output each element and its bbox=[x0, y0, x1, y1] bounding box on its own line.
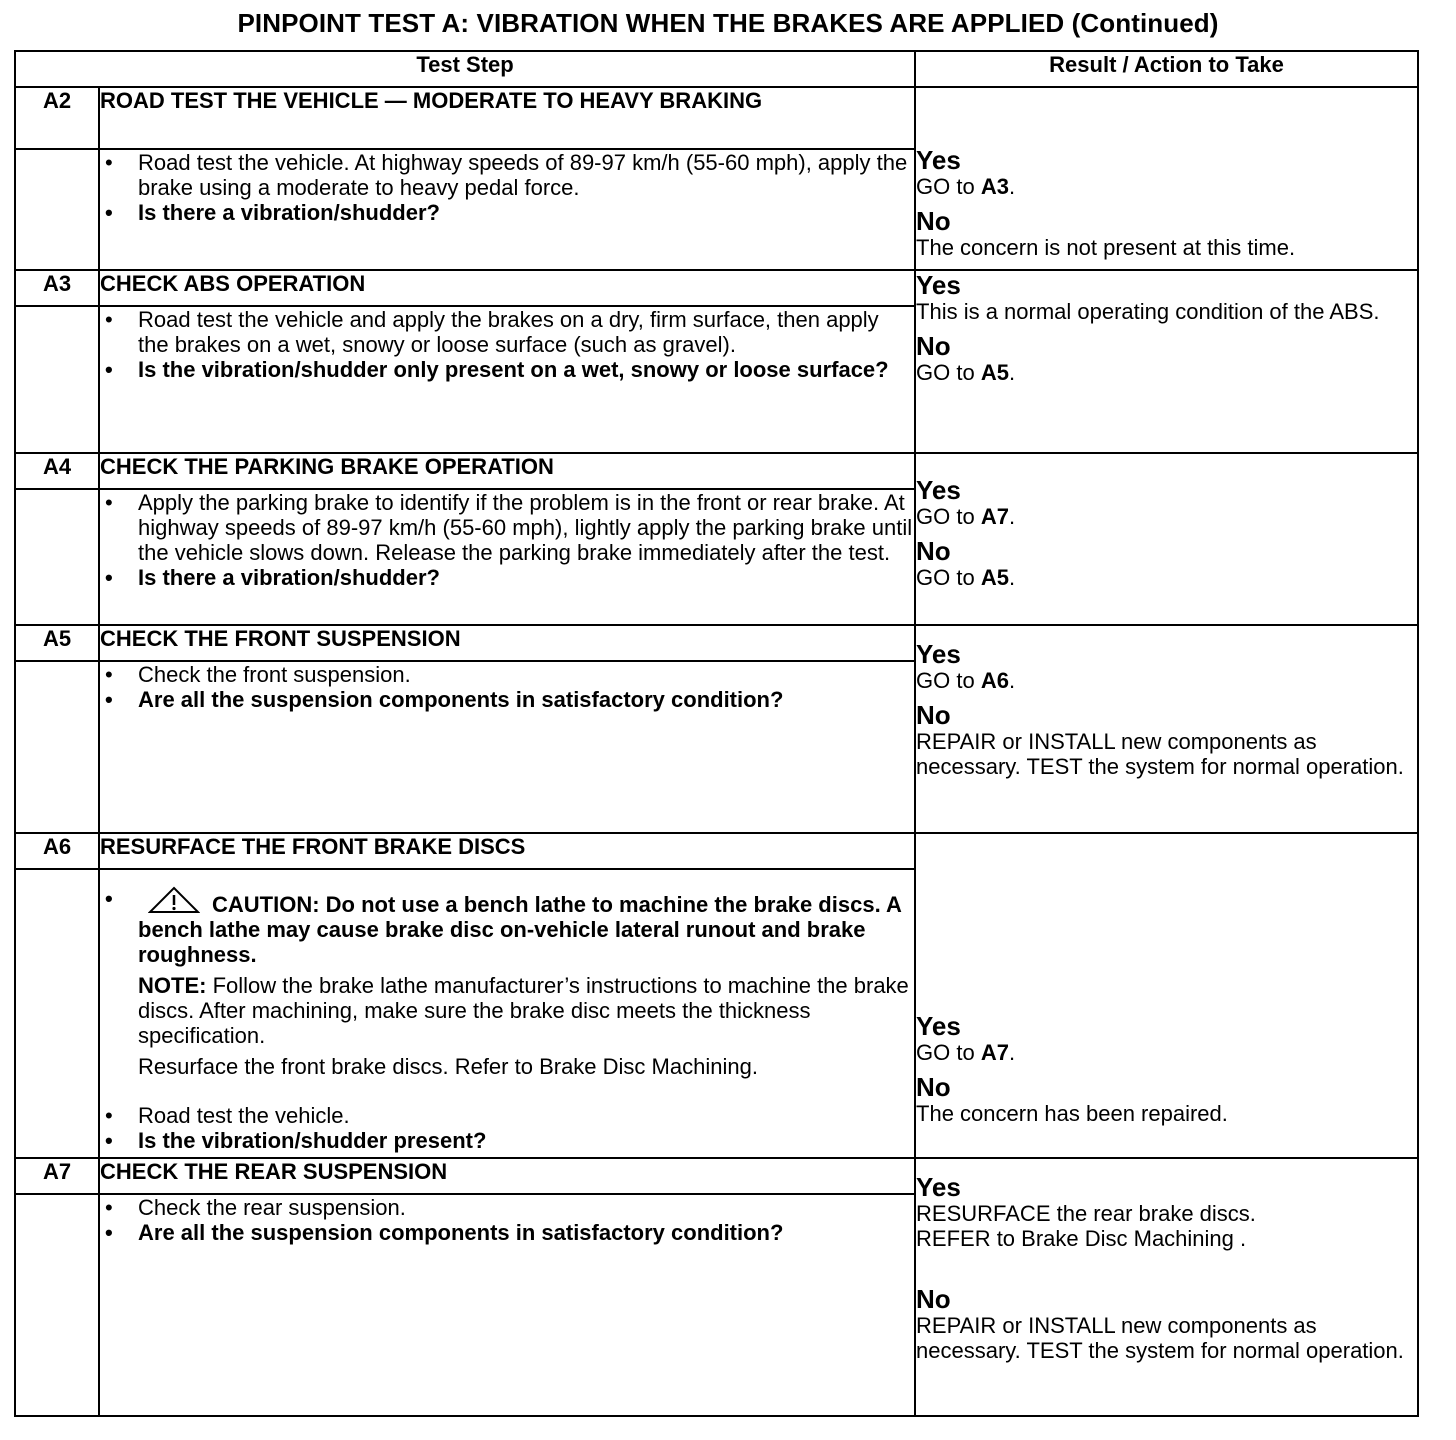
no-action: GO to A5. bbox=[916, 360, 1016, 385]
resurface-instruction: Resurface the front brake discs. Refer to Brake Disc Machining. bbox=[138, 1054, 758, 1079]
no-action: GO to A5. bbox=[916, 565, 1016, 590]
action-item: • Apply the parking brake to identify if the problem is in the front or rear brake. At highway speeds of 89-97 km/h (55-60 mph), lightly apply the parking brake until the vehicle slows down. Release the parking brake immediately after the test. bbox=[100, 490, 914, 565]
note-paragraph: NOTE: Follow the brake lathe manufacturer’s instructions to machine the brake discs. After machining, make sure the brake disc meets the thickness specification. bbox=[138, 973, 909, 1048]
step-title: CHECK ABS OPERATION bbox=[99, 270, 915, 306]
step-id: A3 bbox=[15, 270, 99, 306]
action-item: • Road test the vehicle and apply the brakes on a dry, firm surface, then apply the brakes on a wet, snowy or loose surface (such as gravel). bbox=[100, 307, 914, 357]
caution-item bbox=[100, 886, 914, 967]
warning-triangle-icon bbox=[148, 886, 200, 914]
step-a3-result bbox=[915, 270, 1418, 453]
no-label: No bbox=[916, 1284, 951, 1314]
question-item: • Is the vibration/shudder only present on a wet, snowy or loose surface? bbox=[100, 357, 914, 382]
yes-label: Yes bbox=[916, 475, 961, 505]
step-title: CHECK THE FRONT SUSPENSION bbox=[99, 625, 915, 661]
step-id: A7 bbox=[15, 1158, 99, 1194]
step-title: RESURFACE THE FRONT BRAKE DISCS bbox=[99, 833, 915, 869]
action-item: • Road test the vehicle. bbox=[100, 1103, 914, 1128]
question-item: • Is there a vibration/shudder? bbox=[100, 200, 914, 225]
step-a6-body bbox=[99, 869, 915, 1158]
yes-action: GO to A6. bbox=[916, 668, 1016, 693]
step-id-blank bbox=[15, 661, 99, 833]
question-item: • Are all the suspension components in satisfactory condition? bbox=[100, 687, 914, 712]
pinpoint-test-table bbox=[14, 50, 1419, 1417]
step-id-blank bbox=[15, 1194, 99, 1416]
step-a7-body bbox=[99, 1194, 915, 1416]
yes-action-line1: RESURFACE the rear brake discs. bbox=[916, 1201, 1256, 1226]
no-action: The concern has been repaired. bbox=[916, 1101, 1228, 1126]
step-a3-title-row bbox=[15, 270, 1418, 306]
action-item: • Check the front suspension. bbox=[100, 662, 914, 687]
page-title: PINPOINT TEST A: VIBRATION WHEN THE BRAKES ARE APPLIED (Continued) bbox=[237, 8, 1219, 38]
action-item: • Check the rear suspension. bbox=[100, 1195, 914, 1220]
yes-label: Yes bbox=[916, 1011, 961, 1041]
step-a5-result bbox=[915, 625, 1418, 833]
step-id-blank bbox=[15, 869, 99, 1158]
step-id-blank bbox=[15, 489, 99, 625]
step-id-blank bbox=[15, 149, 99, 270]
step-a7-title-row bbox=[15, 1158, 1418, 1194]
step-a2-body bbox=[99, 149, 915, 270]
no-action: REPAIR or INSTALL new components as necessary. TEST the system for normal operation. bbox=[916, 1313, 1404, 1363]
no-label: No bbox=[916, 536, 951, 566]
step-a7-result bbox=[915, 1158, 1418, 1416]
no-label: No bbox=[916, 700, 951, 730]
step-a4-result bbox=[915, 453, 1418, 625]
yes-action: GO to A7. bbox=[916, 504, 1016, 529]
no-label: No bbox=[916, 206, 951, 236]
yes-action: This is a normal operating condition of the ABS. bbox=[916, 299, 1380, 324]
step-a3-body bbox=[99, 306, 915, 453]
step-title: CHECK THE REAR SUSPENSION bbox=[99, 1158, 915, 1194]
question-item: • Is there a vibration/shudder? bbox=[100, 565, 914, 590]
yes-label: Yes bbox=[916, 145, 961, 175]
step-id: A6 bbox=[15, 833, 99, 869]
no-action: REPAIR or INSTALL new components as necessary. TEST the system for normal operation. bbox=[916, 729, 1404, 779]
step-a5-title-row bbox=[15, 625, 1418, 661]
step-id: A4 bbox=[15, 453, 99, 489]
step-a5-body bbox=[99, 661, 915, 833]
table-header-row bbox=[15, 51, 1418, 87]
step-id-blank bbox=[15, 306, 99, 453]
question-item: • Are all the suspension components in satisfactory condition? bbox=[100, 1220, 914, 1245]
no-label: No bbox=[916, 331, 951, 361]
caution-text: CAUTION: Do not use a bench lathe to machine the brake discs. A bench lathe may cause brake disc on-vehicle lateral runout and brake roughness. bbox=[138, 892, 902, 967]
step-a6-result bbox=[915, 833, 1418, 1158]
step-a2-title-row bbox=[15, 87, 1418, 149]
result-header: Result / Action to Take bbox=[915, 51, 1418, 87]
step-a2-result bbox=[915, 87, 1418, 270]
step-title: CHECK THE PARKING BRAKE OPERATION bbox=[99, 453, 915, 489]
yes-action: GO to A7. bbox=[916, 1040, 1016, 1065]
step-a4-body bbox=[99, 489, 915, 625]
yes-action-line2: REFER to Brake Disc Machining . bbox=[916, 1226, 1247, 1251]
yes-label: Yes bbox=[916, 270, 961, 300]
yes-action: GO to A3. bbox=[916, 174, 1016, 199]
step-title: ROAD TEST THE VEHICLE — MODERATE TO HEAVY BRAKING bbox=[99, 87, 915, 149]
step-id: A2 bbox=[15, 87, 99, 149]
no-label: No bbox=[916, 1072, 951, 1102]
question-item: • Is the vibration/shudder present? bbox=[100, 1128, 914, 1153]
no-action: The concern is not present at this time. bbox=[916, 235, 1296, 260]
action-item: • Road test the vehicle. At highway speeds of 89-97 km/h (55-60 mph), apply the brake using a moderate to heavy pedal force. bbox=[100, 150, 914, 200]
yes-label: Yes bbox=[916, 639, 961, 669]
test-step-header: Test Step bbox=[15, 51, 915, 87]
step-id: A5 bbox=[15, 625, 99, 661]
step-a4-title-row bbox=[15, 453, 1418, 489]
step-a6-title-row bbox=[15, 833, 1418, 869]
yes-label: Yes bbox=[916, 1172, 961, 1202]
